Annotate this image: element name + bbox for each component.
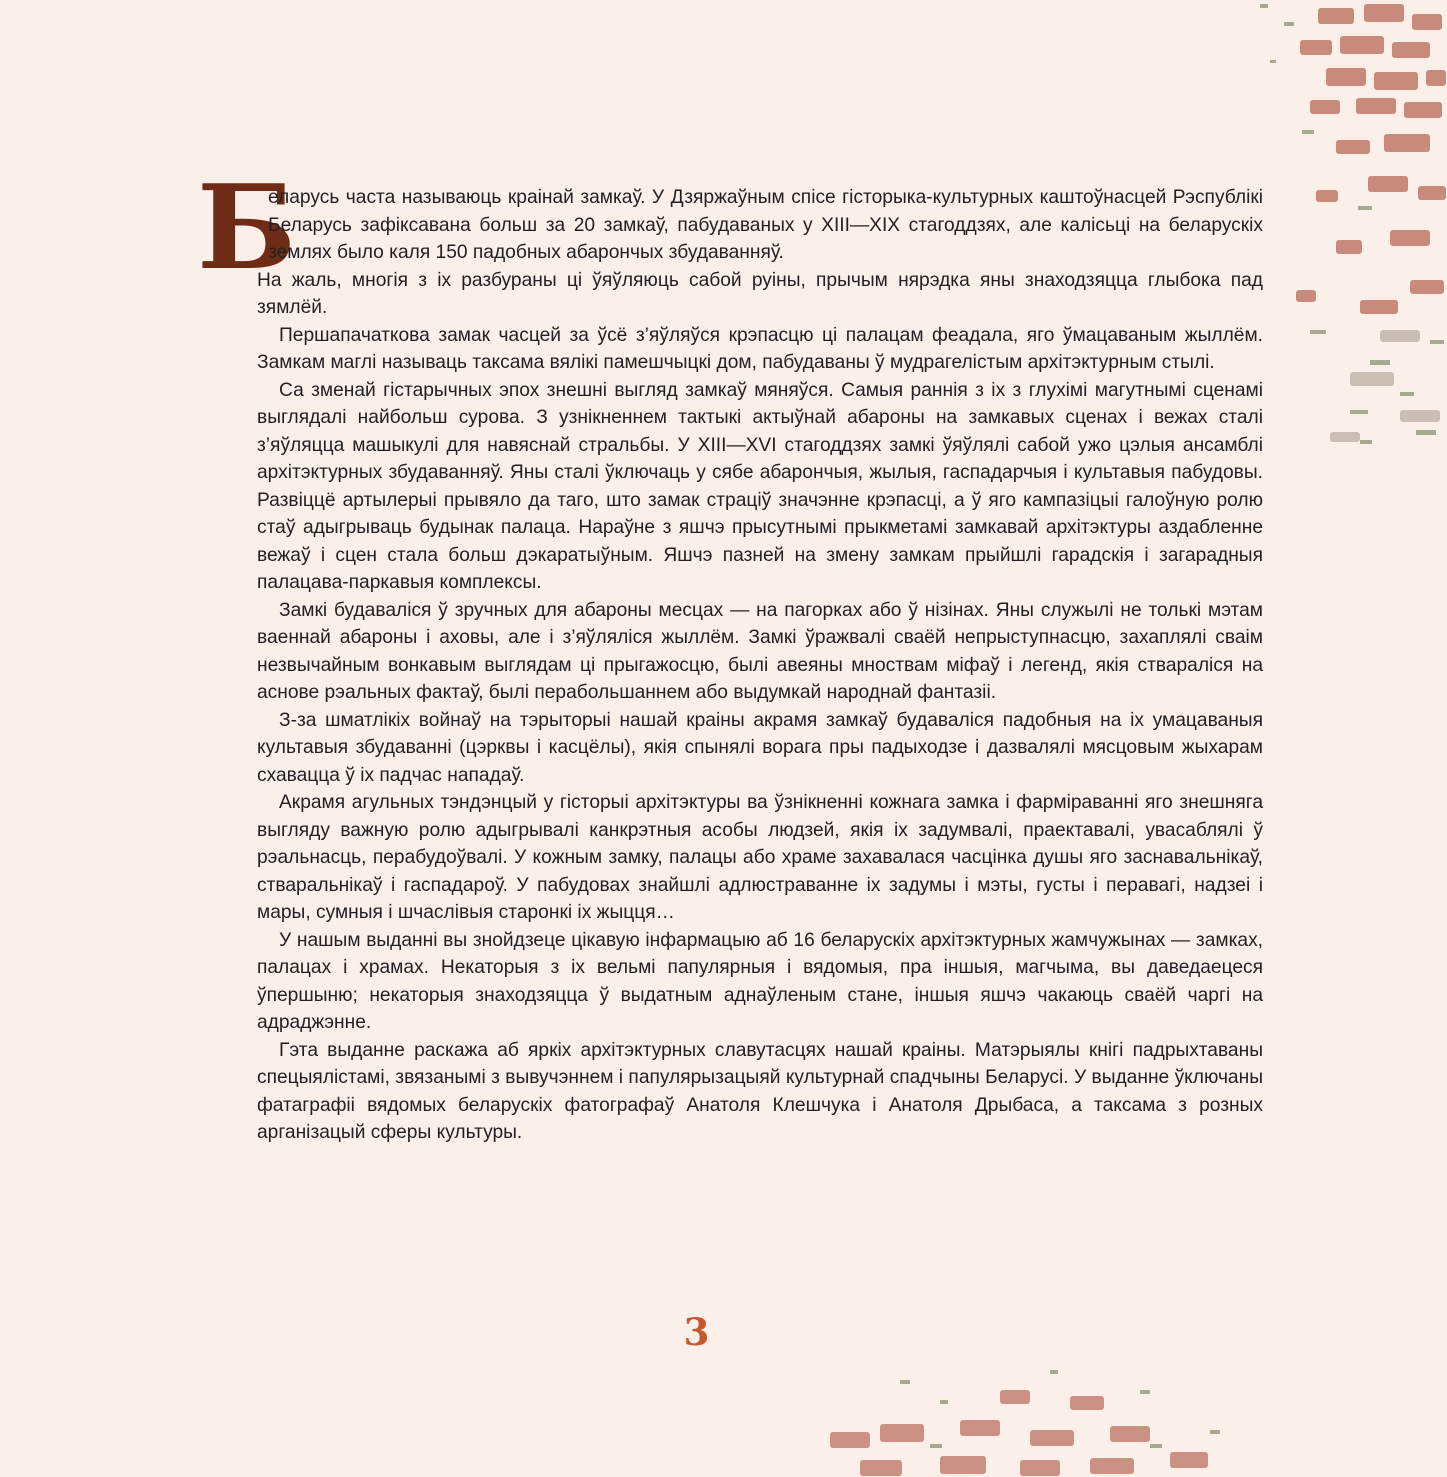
brick-pattern-top-right	[1240, 0, 1447, 460]
main-text	[197, 160, 1263, 1147]
paragraph-6: Акрамя агульных тэндэнцый у гісторыі архітэктуры ва ўзнікненні кожнага замка і фарміраванні яго знешняга выгляду важную ролю адыгрывалі канкрэтныя асобы людзей, якія іх задумвалі, праектавалі, увасаблялі ў рэальнасць, перабудоўвалі. У кожным замку, палацы або храме захавалася часцінка душы яго заснавальнікаў, стваральнікаў і гаспадароў. У пабудовах знайшлі адлюстраванне іх задумы і мэты, густы і перавагі, надзеі і мары, сумныя і шчаслівыя старонкі іх жыцця…	[257, 792, 1263, 923]
paragraph-2: Першапачаткова замак часцей за ўсё з’яўляўся крэпасцю ці палацам феадала, яго ўмацаваным жыллём. Замкам маглі называць таксама вялікі памешчыцкі дом, пабудаваны ў мудрагелістым архітэктурным стылі.	[257, 324, 1263, 373]
paragraph-1-intro: еларусь часта называюць краінай замкаў. У Дзяржаўным спісе гісторыка-культурных каштоўнасцей Рэспублікі Беларусь зафіксавана больш за 20 замкаў, пабудаваных у XIII—XIX стагоддзях, але калісьці на беларускіх землях было каля 150 падобных абарончых збудаванняў.	[268, 187, 1263, 263]
paragraph-5: З-за шматлікіх войнаў на тэрыторыі нашай краіны акрамя замкаў будаваліся падобныя на іх умацаваныя культавыя збудаванні (цэрквы і касцёлы), якія спынялі ворага пры падыходзе і дазвалялі мясцовым жыхарам схавацца ў іх падчас нападаў.	[257, 709, 1263, 786]
page-number: 3	[683, 1310, 710, 1354]
paragraph-4: Замкі будаваліся ў зручных для абароны месцах — на пагорках або ў нізінах. Яны служылі не толькі мэтам ваеннай абароны і аховы, але і з’яўляліся жыллём. Замкі ўражвалі сваёй непрыступнасцю, захаплялі сваім незвычайным вонкавым выглядам ці прыгажосцю, былі авеяны мноствам міфаў і легенд, якія ствараліся на аснове рэальных фактаў, былі перабольшаннем або выдумкай народнай фантазіі.	[257, 599, 1263, 703]
drop-cap: Б	[197, 160, 297, 296]
brick-pattern-bottom	[820, 1360, 1240, 1477]
paragraph-8: Гэта выданне раскажа аб яркіх архітэктурных славутасцях нашай краіны. Матэрыялы кнігі падрыхтаваны спецыялістамі, звязанымі з вывучэннем і папулярызацыяй культурнай спадчыны Беларусі. У выданне ўключаны фатаграфіі вядомых беларускіх фатографаў Анатоля Клешчука і Анатоля Дрыбаса, а таксама з розных арганізацый сферы культуры.	[257, 1039, 1263, 1143]
paragraph-3: Са зменай гістарычных эпох знешні выгляд замкаў мяняўся. Самыя раннія з іх з глухімі магутнымі сценамі выглядалі найбольш сурова. З узнікненнем тактыкі актыўнай абароны на замкавых сценах і вежах сталі з’яўляцца машыкулі для навяснай стральбы. У XIII—XVI стагоддзях замкі ўяўлялі сабой ужо цэлыя ансамблі архітэктурных збудаванняў. Яны сталі ўключаць у сябе абарончыя, жылыя, гаспадарчыя і культавыя пабудовы. Развіццё артылерыі прывяло да таго, што замак страціў значэнне крэпасці, а ў яго кампазіцыі галоўную ролю стаў адыгрываць будынак палаца. Нараўне з яшчэ прысутнымі прыкметамі замкавай архітэктуры аздабленне вежаў і сцен стала больш дэкаратыўным. Яшчэ пазней на змену замкам прыйшлі гарадскія і загарадныя палацава-паркавыя комплексы.	[257, 379, 1263, 593]
paragraph-7: У нашым выданні вы знойдзеце цікавую інфармацыю аб 16 беларускіх архітэктурных жамчужынах — замках, палацах і храмах. Некаторыя з іх вельмі папулярныя і вядомыя, пра іншыя, магчыма, вы даведаецеся ўпершыню; некаторыя знаходзяцца ў выдатным аднаўленым стане, іншыя яшчэ чакаюць сваёй чаргі на адраджэнне.	[257, 929, 1263, 1033]
paragraph-1-continued: На жаль, многія з іх разбураны ці ўяўляюць сабой руіны, прычым нярэдка яны знаходзяцца глыбока пад зямлёй.	[257, 269, 1263, 318]
